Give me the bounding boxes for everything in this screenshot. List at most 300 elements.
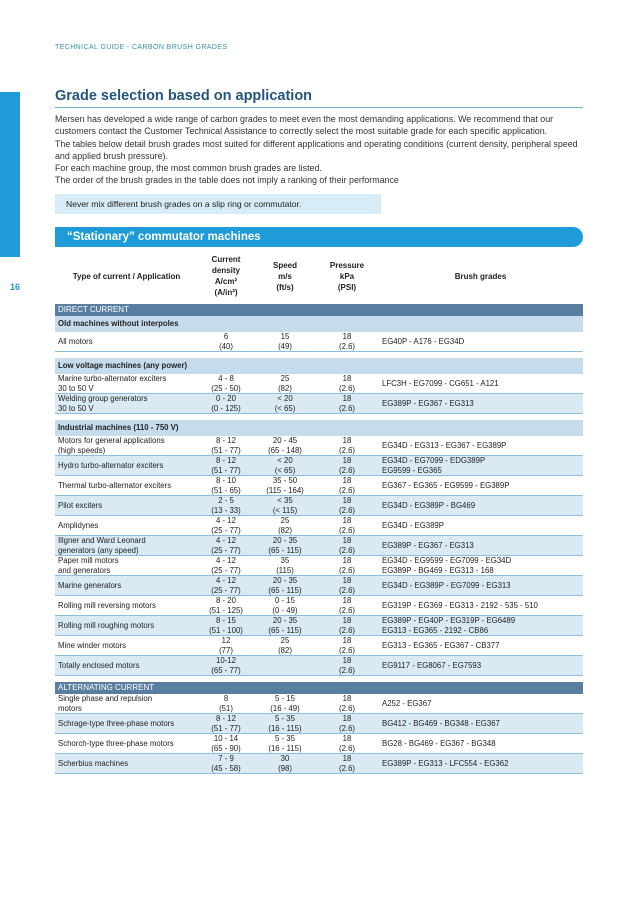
cell-line: (2.6) <box>338 703 356 713</box>
header-line: Speed <box>272 260 297 270</box>
pressure-cell <box>316 636 378 656</box>
page-side-tab <box>0 92 20 257</box>
cell-line: 8 - 12 <box>216 714 236 724</box>
cell-line: (25 - 77) <box>211 565 241 575</box>
header-line: density <box>211 266 240 275</box>
cell-line: (82) <box>278 525 292 535</box>
cell-line: EG319P - EG369 - EG313 - 2192 - 535 - 510 <box>382 600 538 610</box>
application-cell <box>55 536 198 556</box>
table-row <box>55 374 583 394</box>
speed-cell <box>254 656 316 676</box>
group-header-row <box>55 304 583 316</box>
cell-line: 25 <box>280 516 290 526</box>
cell-line: 8 - 12 <box>216 436 236 446</box>
cell-line: < 20 <box>277 394 293 404</box>
pressure-cell <box>316 596 378 616</box>
column-header-grades: Brush grades <box>454 271 507 281</box>
cell-line: Welding group generators <box>58 394 148 404</box>
cell-line: (high speeds) <box>58 445 106 455</box>
column-header-pressure <box>316 248 378 304</box>
cell-line: 18 <box>342 456 352 466</box>
pressure-cell <box>316 616 378 636</box>
application-cell <box>55 332 198 352</box>
cell-line: BG28 - BG469 - EG367 - BG348 <box>382 738 496 748</box>
cell-line: 18 <box>342 694 352 704</box>
cell-line: (2.6) <box>338 625 356 635</box>
density-cell <box>198 616 254 636</box>
cell-line: Scherbius machines <box>58 758 129 768</box>
cell-line: 20 - 35 <box>272 536 298 546</box>
cell-line: 4 - 12 <box>216 536 236 546</box>
header-line: Current <box>211 255 241 264</box>
cell-line: 4 - 8 <box>218 374 234 384</box>
cell-line: (25 - 77) <box>211 525 241 535</box>
subgroup-label: Industrial machines (110 - 750 V) <box>55 420 583 436</box>
cell-line: (2.6) <box>338 665 356 675</box>
header-line: A/cm² <box>214 277 238 286</box>
cell-line: 2 - 5 <box>218 496 234 506</box>
table-row <box>55 332 583 352</box>
cell-line: (16 - 115) <box>268 743 302 753</box>
density-cell <box>198 374 254 394</box>
cell-line: (2.6) <box>338 723 356 733</box>
subgroup-header-row <box>55 420 583 436</box>
application-cell <box>55 476 198 496</box>
cell-line: (51 - 100) <box>209 625 243 635</box>
cell-line: 7 - 9 <box>218 754 234 764</box>
pressure-cell <box>316 476 378 496</box>
cell-line: (115 - 164) <box>266 485 304 495</box>
density-cell <box>198 394 254 414</box>
density-cell <box>198 496 254 516</box>
pressure-cell <box>316 332 378 352</box>
cell-line: 18 <box>342 754 352 764</box>
pressure-cell <box>316 516 378 536</box>
cell-line: EG313 - EG365 - EG367 - CB377 <box>382 640 500 650</box>
cell-line: 18 <box>342 374 352 384</box>
density-cell <box>198 536 254 556</box>
speed-cell <box>254 714 316 734</box>
cell-line: 8 <box>223 694 229 704</box>
cell-line: 10 - 14 <box>213 734 239 744</box>
cell-line: (115) <box>276 565 294 575</box>
cell-line: 30 to 50 V <box>58 383 94 393</box>
cell-line: (2.6) <box>338 465 356 475</box>
intro-paragraph: Mersen has developed a wide range of carbon grades to meet even the most demanding applications. We recommend that our customers contact the Customer Technical Assistance to correctly select the most suitable grade for each specific application. <box>55 114 554 137</box>
grades-cell <box>378 636 583 656</box>
cell-line: (25 - 77) <box>211 585 241 595</box>
cell-line: 18 <box>342 556 352 566</box>
pressure-cell <box>316 394 378 414</box>
cell-line: 18 <box>342 436 352 446</box>
density-cell <box>198 436 254 456</box>
application-cell <box>55 754 198 774</box>
cell-line: 35 - 50 <box>272 476 298 486</box>
header-line: (A/in²) <box>214 288 238 297</box>
application-cell <box>55 596 198 616</box>
table-row <box>55 714 583 734</box>
cell-line: (0 - 49) <box>272 605 298 615</box>
cell-line: EG367 - EG365 - EG9599 - EG389P <box>382 480 510 490</box>
intro-text <box>55 113 590 187</box>
cell-line: 20 - 35 <box>272 576 298 586</box>
table-row <box>55 436 583 456</box>
pressure-cell <box>316 576 378 596</box>
cell-line: (2.6) <box>338 525 356 535</box>
speed-cell <box>254 636 316 656</box>
cell-line: EG389P - EG40P - EG319P - EG6489 <box>382 616 516 626</box>
application-cell <box>55 374 198 394</box>
group-label: DIRECT CURRENT <box>55 304 583 316</box>
page-title: Grade selection based on application <box>55 88 313 104</box>
cell-line: (51 - 77) <box>211 465 241 475</box>
cell-line: 30 <box>280 754 290 764</box>
table-row <box>55 734 583 754</box>
cell-line: (2.6) <box>338 605 356 615</box>
table-header-row <box>55 248 583 304</box>
title-divider <box>55 107 583 108</box>
cell-line: 18 <box>342 596 352 606</box>
pressure-cell <box>316 536 378 556</box>
cell-line: (2.6) <box>338 505 356 515</box>
cell-line: (82) <box>278 645 292 655</box>
cell-line: (77) <box>219 645 233 655</box>
application-cell <box>55 496 198 516</box>
cell-line: (51 - 125) <box>209 605 243 615</box>
cell-line: Hydro turbo-alternator exciters <box>58 460 164 470</box>
warning-note: Never mix different brush grades on a slip ring or commutator. <box>55 194 381 214</box>
pressure-cell <box>316 556 378 576</box>
cell-line: (2.6) <box>338 565 356 575</box>
cell-line: 5 - 35 <box>275 714 295 724</box>
grades-cell <box>378 596 583 616</box>
cell-line: (2.6) <box>338 383 356 393</box>
speed-cell <box>254 556 316 576</box>
speed-cell <box>254 754 316 774</box>
cell-line: (65 - 77) <box>211 665 241 675</box>
application-cell <box>55 556 198 576</box>
pressure-cell <box>316 754 378 774</box>
pressure-cell <box>316 374 378 394</box>
cell-line: 18 <box>342 636 352 646</box>
cell-line: (65 - 115) <box>268 625 302 635</box>
running-header: TECHNICAL GUIDE - CARBON BRUSH GRADES <box>55 44 228 51</box>
cell-line: Rolling mill roughing motors <box>58 620 155 630</box>
cell-line: EG34D - EG7099 - EDG389P <box>382 456 486 466</box>
cell-line: 5 - 35 <box>275 734 295 744</box>
cell-line: (2.6) <box>338 445 356 455</box>
cell-line: 20 - 45 <box>272 436 298 446</box>
cell-line: EG9599 - EG365 <box>382 465 442 475</box>
cell-line: EG9117 - EG8067 - EG7593 <box>382 660 482 670</box>
cell-line: 18 <box>342 734 352 744</box>
cell-line: 18 <box>342 476 352 486</box>
group-header-row <box>55 682 583 694</box>
cell-line: 8 - 10 <box>216 476 236 486</box>
column-header-type: Type of current / Application <box>72 271 181 281</box>
cell-line: EG34D - EG389P - EG7099 - EG313 <box>382 580 511 590</box>
subgroup-header-row <box>55 358 583 374</box>
density-cell <box>198 476 254 496</box>
cell-line: (65 - 115) <box>268 545 302 555</box>
density-cell <box>198 556 254 576</box>
cell-line: (2.6) <box>338 403 356 413</box>
pressure-cell <box>316 656 378 676</box>
grades-cell <box>378 616 583 636</box>
cell-line: (49) <box>278 341 292 351</box>
speed-cell <box>254 436 316 456</box>
cell-line: 18 <box>342 714 352 724</box>
application-cell <box>55 636 198 656</box>
cell-line: 35 <box>280 556 290 566</box>
grades-cell <box>378 496 583 516</box>
pressure-cell <box>316 456 378 476</box>
application-cell <box>55 516 198 536</box>
cell-line: (2.6) <box>338 485 356 495</box>
speed-cell <box>254 374 316 394</box>
grades-cell <box>378 436 583 456</box>
page-number: 16 <box>10 282 21 292</box>
table-row <box>55 394 583 414</box>
pressure-cell <box>316 694 378 714</box>
cell-line: EG389P - EG313 - LFC554 - EG362 <box>382 758 509 768</box>
cell-line: (16 - 49) <box>270 703 300 713</box>
table-row <box>55 476 583 496</box>
cell-line: 18 <box>342 656 352 666</box>
cell-line: Illgner and Ward Leonard <box>58 536 146 546</box>
density-cell <box>198 714 254 734</box>
table-row <box>55 636 583 656</box>
cell-line: 18 <box>342 394 352 404</box>
cell-line: (2.6) <box>338 545 356 555</box>
cell-line: Amplidynes <box>58 520 99 530</box>
header-line: kPa <box>339 271 355 281</box>
cell-line: EG40P - A176 - EG34D <box>382 336 465 346</box>
cell-line: Totally enclosed motors <box>58 660 140 670</box>
cell-line: (0 - 125) <box>211 403 241 413</box>
cell-line: 4 - 12 <box>216 576 236 586</box>
table-row <box>55 656 583 676</box>
cell-line: (13 - 33) <box>211 505 241 515</box>
table-row <box>55 754 583 774</box>
cell-line: 30 to 50 V <box>58 403 94 413</box>
cell-line: A252 - EG367 <box>382 698 432 708</box>
cell-line: (2.6) <box>338 341 356 351</box>
cell-line: EG313 - EG365 - 2192 - CB86 <box>382 625 489 635</box>
cell-line: 10-12 <box>216 656 236 666</box>
section-title: “Stationary” commutator machines <box>55 227 583 247</box>
cell-line: 6 <box>223 332 229 342</box>
cell-line: EG389P - EG367 - EG313 <box>382 398 474 408</box>
cell-line: < 35 <box>277 496 293 506</box>
header-line: (ft/s) <box>276 282 294 292</box>
cell-line: 4 - 12 <box>216 516 236 526</box>
subgroup-label: Low voltage machines (any power) <box>55 358 583 374</box>
table-row <box>55 496 583 516</box>
cell-line: 0 - 20 <box>216 394 236 404</box>
cell-line: (2.6) <box>338 763 356 773</box>
cell-line: (< 65) <box>274 465 296 475</box>
density-cell <box>198 734 254 754</box>
application-cell <box>55 436 198 456</box>
cell-line: (2.6) <box>338 585 356 595</box>
cell-line: EG34D - EG9599 - EG7099 - EG34D <box>382 556 512 566</box>
grades-cell <box>378 332 583 352</box>
cell-line: generators (any speed) <box>58 545 139 555</box>
cell-line: (65 - 148) <box>268 445 302 455</box>
cell-line: Rolling mill reversing motors <box>58 600 156 610</box>
cell-line: Schorch-type three-phase motors <box>58 738 174 748</box>
table-row <box>55 556 583 576</box>
cell-line: 8 - 20 <box>216 596 236 606</box>
grades-cell <box>378 476 583 496</box>
application-cell <box>55 694 198 714</box>
table-row <box>55 576 583 596</box>
application-cell <box>55 576 198 596</box>
density-cell <box>198 456 254 476</box>
cell-line: Thermal turbo-alternator exciters <box>58 480 172 490</box>
density-cell <box>198 636 254 656</box>
header-line: (PSI) <box>337 282 357 292</box>
cell-line: (65 - 90) <box>211 743 241 753</box>
cell-line: (25 - 50) <box>211 383 241 393</box>
cell-line: (2.6) <box>338 743 356 753</box>
intro-paragraph: The tables below detail brush grades most suited for different applications and operating conditions (current density, peripheral speed and applied brush pressure). <box>55 138 578 161</box>
header-line: Pressure <box>329 260 365 270</box>
density-cell <box>198 596 254 616</box>
density-cell <box>198 576 254 596</box>
cell-line: and generators <box>58 565 111 575</box>
cell-line: Pilot exciters <box>58 500 103 510</box>
cell-line: 18 <box>342 496 352 506</box>
table-body <box>55 304 583 774</box>
cell-line: (51 - 65) <box>211 485 241 495</box>
cell-line: (2.6) <box>338 645 356 655</box>
grades-cell <box>378 516 583 536</box>
cell-line: 25 <box>280 636 290 646</box>
cell-line: (82) <box>278 383 292 393</box>
cell-line: EG389P - BG469 - EG313 - 168 <box>382 565 494 575</box>
cell-line: 18 <box>342 536 352 546</box>
cell-line: (65 - 115) <box>268 585 302 595</box>
pressure-cell <box>316 436 378 456</box>
cell-line: (45 - 58) <box>211 763 241 773</box>
cell-line: 5 - 15 <box>275 694 295 704</box>
speed-cell <box>254 516 316 536</box>
cell-line: 18 <box>342 332 352 342</box>
pressure-cell <box>316 734 378 754</box>
cell-line: Paper mill motors <box>58 556 119 566</box>
grades-cell <box>378 536 583 556</box>
brush-grade-table <box>55 248 583 774</box>
speed-cell <box>254 496 316 516</box>
cell-line: EG389P - EG367 - EG313 <box>382 540 474 550</box>
cell-line: 8 - 12 <box>216 456 236 466</box>
cell-line: LFC3H - EG7099 - CG651 - A121 <box>382 378 499 388</box>
density-cell <box>198 516 254 536</box>
cell-line: 8 - 15 <box>216 616 236 626</box>
cell-line: EG34D - EG389P - BG469 <box>382 500 476 510</box>
group-label: ALTERNATING CURRENT <box>55 682 583 694</box>
cell-line: Marine turbo-alternator exciters <box>58 374 167 384</box>
cell-line: 15 <box>280 332 290 342</box>
application-cell <box>55 656 198 676</box>
table-row <box>55 456 583 476</box>
cell-line: EG34D - EG313 - EG367 - EG389P <box>382 440 507 450</box>
cell-line: Mine winder motors <box>58 640 127 650</box>
cell-line: 25 <box>280 374 290 384</box>
density-cell <box>198 694 254 714</box>
grades-cell <box>378 656 583 676</box>
subgroup-header-row <box>55 316 583 332</box>
cell-line: Single phase and repulsion <box>58 694 153 704</box>
application-cell <box>55 714 198 734</box>
grades-cell <box>378 456 583 476</box>
speed-cell <box>254 616 316 636</box>
subgroup-label: Old machines without interpoles <box>55 316 583 332</box>
cell-line: 18 <box>342 616 352 626</box>
cell-line: Motors for general applications <box>58 436 165 446</box>
grades-cell <box>378 394 583 414</box>
column-header-speed <box>254 248 316 304</box>
table-row <box>55 516 583 536</box>
cell-line: (25 - 77) <box>211 545 241 555</box>
grades-cell <box>378 374 583 394</box>
speed-cell <box>254 536 316 556</box>
density-cell <box>198 656 254 676</box>
cell-line: (< 65) <box>274 403 296 413</box>
cell-line: 18 <box>342 516 352 526</box>
speed-cell <box>254 394 316 414</box>
application-cell <box>55 394 198 414</box>
cell-line: (51) <box>219 703 233 713</box>
cell-line: 20 - 35 <box>272 616 298 626</box>
cell-line: 12 <box>221 636 231 646</box>
speed-cell <box>254 596 316 616</box>
table-row <box>55 596 583 616</box>
cell-line: 0 - 15 <box>275 596 295 606</box>
grades-cell <box>378 714 583 734</box>
pressure-cell <box>316 496 378 516</box>
speed-cell <box>254 734 316 754</box>
cell-line: (40) <box>219 341 233 351</box>
cell-line: (< 115) <box>272 505 298 515</box>
application-cell <box>55 616 198 636</box>
table-row <box>55 616 583 636</box>
cell-line: (16 - 115) <box>268 723 302 733</box>
cell-line: (51 - 77) <box>211 723 241 733</box>
cell-line: BG412 - BG469 - BG348 - EG367 <box>382 718 500 728</box>
cell-line: All motors <box>58 336 93 346</box>
grades-cell <box>378 694 583 714</box>
speed-cell <box>254 694 316 714</box>
cell-line: Marine generators <box>58 580 122 590</box>
cell-line: (51 - 77) <box>211 445 241 455</box>
speed-cell <box>254 476 316 496</box>
density-cell <box>198 332 254 352</box>
cell-line: Schrage-type three-phase motors <box>58 718 175 728</box>
intro-paragraph: The order of the brush grades in the table does not imply a ranking of their performance <box>55 175 399 186</box>
column-header-density <box>198 248 254 304</box>
speed-cell <box>254 576 316 596</box>
cell-line: EG34D - EG389P <box>382 520 444 530</box>
table-row <box>55 536 583 556</box>
density-cell <box>198 754 254 774</box>
cell-line: motors <box>58 703 82 713</box>
intro-paragraph: For each machine group, the most common brush grades are listed. <box>55 163 322 174</box>
speed-cell <box>254 456 316 476</box>
application-cell <box>55 734 198 754</box>
